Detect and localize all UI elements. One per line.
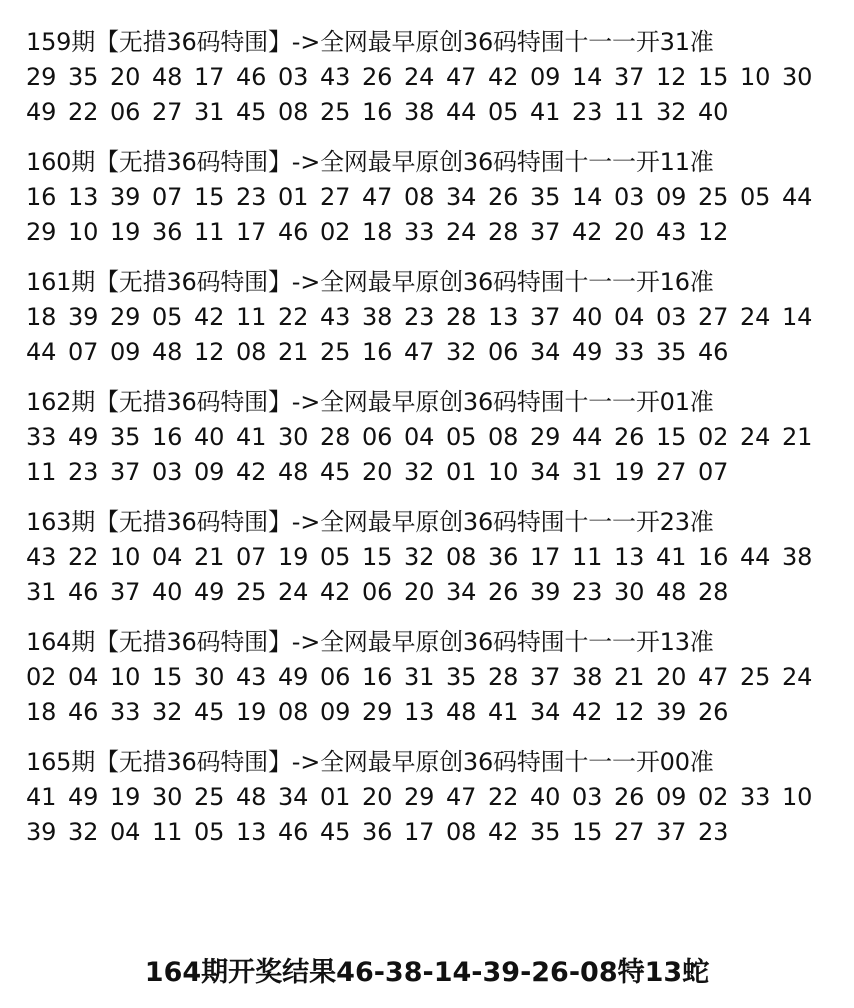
number-cell: 44 xyxy=(740,543,771,571)
number-cell: 46 xyxy=(68,698,99,726)
number-cell: 07 xyxy=(698,458,729,486)
number-cell: 23 xyxy=(698,818,729,846)
number-cell: 38 xyxy=(362,303,393,331)
number-cell: 23 xyxy=(404,303,435,331)
number-cell: 33 xyxy=(110,698,141,726)
number-cell: 13 xyxy=(404,698,435,726)
number-row xyxy=(26,420,826,455)
number-cell: 43 xyxy=(320,303,351,331)
number-cell: 07 xyxy=(236,543,267,571)
number-cell: 20 xyxy=(404,578,435,606)
number-cell: 26 xyxy=(362,63,393,91)
period-header: 159期【无措36码特围】->全网最早原创36码特围十一一开31准 xyxy=(26,28,714,56)
number-cell: 35 xyxy=(656,338,687,366)
number-cell: 36 xyxy=(152,218,183,246)
number-cell: 13 xyxy=(614,543,645,571)
number-cell: 24 xyxy=(446,218,477,246)
number-cell: 37 xyxy=(614,63,645,91)
number-cell: 08 xyxy=(488,423,519,451)
number-cell: 40 xyxy=(530,783,561,811)
period-header: 161期【无措36码特围】->全网最早原创36码特围十一一开16准 xyxy=(26,268,714,296)
period-block xyxy=(26,385,826,490)
number-cell: 08 xyxy=(446,818,477,846)
number-cell: 02 xyxy=(320,218,351,246)
number-cell: 23 xyxy=(236,183,267,211)
number-cell: 27 xyxy=(698,303,729,331)
number-cell: 37 xyxy=(656,818,687,846)
number-cell: 26 xyxy=(614,423,645,451)
number-cell: 48 xyxy=(278,458,309,486)
number-cell: 26 xyxy=(698,698,729,726)
number-cell: 33 xyxy=(404,218,435,246)
number-cell: 37 xyxy=(110,578,141,606)
number-cell: 38 xyxy=(572,663,603,691)
number-cell: 36 xyxy=(362,818,393,846)
number-cell: 31 xyxy=(404,663,435,691)
number-cell: 30 xyxy=(614,578,645,606)
number-cell: 08 xyxy=(446,543,477,571)
number-cell: 41 xyxy=(236,423,267,451)
number-cell: 14 xyxy=(782,303,813,331)
number-cell: 34 xyxy=(530,338,561,366)
number-cell: 02 xyxy=(26,663,57,691)
number-cell: 09 xyxy=(320,698,351,726)
number-cell: 34 xyxy=(278,783,309,811)
number-cell: 19 xyxy=(110,783,141,811)
period-header: 160期【无措36码特围】->全网最早原创36码特围十一一开11准 xyxy=(26,148,714,176)
number-cell: 21 xyxy=(614,663,645,691)
number-cell: 28 xyxy=(488,218,519,246)
number-cell: 17 xyxy=(194,63,225,91)
number-cell: 19 xyxy=(614,458,645,486)
number-cell: 43 xyxy=(656,218,687,246)
number-cell: 16 xyxy=(698,543,729,571)
number-cell: 37 xyxy=(110,458,141,486)
number-cell: 06 xyxy=(362,423,393,451)
number-cell: 48 xyxy=(446,698,477,726)
number-cell: 35 xyxy=(446,663,477,691)
number-cell: 34 xyxy=(446,578,477,606)
number-row xyxy=(26,60,826,95)
number-cell: 33 xyxy=(614,338,645,366)
number-cell: 16 xyxy=(26,183,57,211)
number-cell: 02 xyxy=(698,783,729,811)
number-cell: 48 xyxy=(152,63,183,91)
number-cell: 05 xyxy=(320,543,351,571)
number-cell: 17 xyxy=(530,543,561,571)
number-cell: 10 xyxy=(488,458,519,486)
number-cell: 08 xyxy=(404,183,435,211)
number-cell: 19 xyxy=(278,543,309,571)
number-cell: 05 xyxy=(152,303,183,331)
number-cell: 42 xyxy=(572,698,603,726)
number-cell: 25 xyxy=(320,98,351,126)
number-cell: 08 xyxy=(278,698,309,726)
number-cell: 04 xyxy=(152,543,183,571)
number-cell: 10 xyxy=(110,543,141,571)
number-cell: 49 xyxy=(26,98,57,126)
number-cell: 21 xyxy=(278,338,309,366)
number-cell: 07 xyxy=(152,183,183,211)
number-cell: 06 xyxy=(110,98,141,126)
number-cell: 12 xyxy=(614,698,645,726)
number-cell: 15 xyxy=(362,543,393,571)
number-cell: 32 xyxy=(446,338,477,366)
number-cell: 09 xyxy=(656,183,687,211)
number-cell: 21 xyxy=(194,543,225,571)
number-cell: 43 xyxy=(236,663,267,691)
number-cell: 25 xyxy=(320,338,351,366)
number-cell: 29 xyxy=(26,63,57,91)
number-cell: 05 xyxy=(194,818,225,846)
number-cell: 30 xyxy=(782,63,813,91)
number-cell: 38 xyxy=(404,98,435,126)
number-cell: 04 xyxy=(68,663,99,691)
number-cell: 34 xyxy=(530,698,561,726)
number-cell: 26 xyxy=(488,578,519,606)
number-cell: 40 xyxy=(698,98,729,126)
number-cell: 46 xyxy=(236,63,267,91)
period-list xyxy=(26,25,826,865)
number-cell: 11 xyxy=(614,98,645,126)
period-block xyxy=(26,265,826,370)
number-cell: 29 xyxy=(530,423,561,451)
period-header: 162期【无措36码特围】->全网最早原创36码特围十一一开01准 xyxy=(26,388,714,416)
number-cell: 48 xyxy=(152,338,183,366)
number-row xyxy=(26,695,826,730)
number-cell: 33 xyxy=(740,783,771,811)
number-cell: 19 xyxy=(110,218,141,246)
number-cell: 14 xyxy=(572,183,603,211)
number-cell: 09 xyxy=(110,338,141,366)
number-row xyxy=(26,575,826,610)
number-cell: 11 xyxy=(572,543,603,571)
number-cell: 12 xyxy=(698,218,729,246)
number-cell: 10 xyxy=(68,218,99,246)
number-cell: 06 xyxy=(362,578,393,606)
number-row xyxy=(26,335,826,370)
number-cell: 41 xyxy=(530,98,561,126)
number-cell: 18 xyxy=(26,698,57,726)
number-cell: 29 xyxy=(362,698,393,726)
number-cell: 47 xyxy=(446,63,477,91)
period-header: 164期【无措36码特围】->全网最早原创36码特围十一一开13准 xyxy=(26,628,714,656)
number-cell: 35 xyxy=(530,818,561,846)
number-cell: 16 xyxy=(362,663,393,691)
number-cell: 37 xyxy=(530,663,561,691)
number-cell: 40 xyxy=(572,303,603,331)
number-cell: 02 xyxy=(698,423,729,451)
number-cell: 41 xyxy=(656,543,687,571)
number-cell: 46 xyxy=(698,338,729,366)
number-cell: 39 xyxy=(530,578,561,606)
number-cell: 03 xyxy=(614,183,645,211)
number-cell: 18 xyxy=(362,218,393,246)
period-block xyxy=(26,25,826,130)
number-cell: 24 xyxy=(740,423,771,451)
number-cell: 32 xyxy=(404,543,435,571)
number-cell: 24 xyxy=(278,578,309,606)
number-cell: 31 xyxy=(572,458,603,486)
number-cell: 16 xyxy=(362,98,393,126)
number-cell: 46 xyxy=(68,578,99,606)
number-cell: 35 xyxy=(530,183,561,211)
number-cell: 35 xyxy=(110,423,141,451)
number-cell: 42 xyxy=(572,218,603,246)
number-cell: 14 xyxy=(572,63,603,91)
number-cell: 32 xyxy=(656,98,687,126)
number-cell: 23 xyxy=(572,98,603,126)
number-row xyxy=(26,455,826,490)
number-cell: 22 xyxy=(68,543,99,571)
number-cell: 49 xyxy=(194,578,225,606)
number-cell: 13 xyxy=(68,183,99,211)
number-cell: 10 xyxy=(740,63,771,91)
draw-result: 164期开奖结果46-38-14-39-26-08特13蛇 xyxy=(144,957,710,988)
number-cell: 37 xyxy=(530,218,561,246)
number-cell: 17 xyxy=(236,218,267,246)
number-cell: 11 xyxy=(236,303,267,331)
number-row xyxy=(26,300,826,335)
number-cell: 11 xyxy=(26,458,57,486)
number-cell: 15 xyxy=(194,183,225,211)
number-cell: 05 xyxy=(488,98,519,126)
number-cell: 27 xyxy=(656,458,687,486)
number-cell: 06 xyxy=(488,338,519,366)
number-cell: 20 xyxy=(656,663,687,691)
number-row xyxy=(26,660,826,695)
number-cell: 28 xyxy=(698,578,729,606)
number-cell: 32 xyxy=(152,698,183,726)
period-header: 165期【无措36码特围】->全网最早原创36码特围十一一开00准 xyxy=(26,748,714,776)
number-row xyxy=(26,95,826,130)
number-cell: 42 xyxy=(488,818,519,846)
number-cell: 03 xyxy=(656,303,687,331)
number-cell: 39 xyxy=(656,698,687,726)
number-cell: 44 xyxy=(782,183,813,211)
number-cell: 49 xyxy=(278,663,309,691)
number-cell: 10 xyxy=(110,663,141,691)
number-cell: 15 xyxy=(656,423,687,451)
number-cell: 03 xyxy=(152,458,183,486)
number-cell: 03 xyxy=(278,63,309,91)
number-cell: 08 xyxy=(278,98,309,126)
number-cell: 39 xyxy=(110,183,141,211)
period-block xyxy=(26,505,826,610)
number-cell: 29 xyxy=(26,218,57,246)
number-cell: 37 xyxy=(530,303,561,331)
number-cell: 26 xyxy=(488,183,519,211)
number-cell: 28 xyxy=(320,423,351,451)
number-cell: 04 xyxy=(614,303,645,331)
number-cell: 28 xyxy=(446,303,477,331)
number-cell: 42 xyxy=(236,458,267,486)
number-cell: 20 xyxy=(362,458,393,486)
number-cell: 28 xyxy=(488,663,519,691)
number-cell: 47 xyxy=(362,183,393,211)
number-row xyxy=(26,815,826,850)
number-cell: 12 xyxy=(656,63,687,91)
number-cell: 15 xyxy=(698,63,729,91)
number-cell: 48 xyxy=(236,783,267,811)
number-cell: 15 xyxy=(572,818,603,846)
number-cell: 47 xyxy=(446,783,477,811)
number-cell: 01 xyxy=(320,783,351,811)
number-cell: 08 xyxy=(236,338,267,366)
number-cell: 24 xyxy=(740,303,771,331)
number-cell: 16 xyxy=(362,338,393,366)
number-cell: 27 xyxy=(152,98,183,126)
number-cell: 24 xyxy=(404,63,435,91)
number-cell: 13 xyxy=(488,303,519,331)
number-cell: 49 xyxy=(68,783,99,811)
number-cell: 42 xyxy=(320,578,351,606)
number-cell: 26 xyxy=(614,783,645,811)
number-cell: 22 xyxy=(68,98,99,126)
number-cell: 20 xyxy=(362,783,393,811)
number-cell: 30 xyxy=(278,423,309,451)
number-cell: 29 xyxy=(110,303,141,331)
number-cell: 07 xyxy=(68,338,99,366)
number-cell: 42 xyxy=(194,303,225,331)
number-cell: 32 xyxy=(68,818,99,846)
number-cell: 45 xyxy=(320,818,351,846)
number-cell: 20 xyxy=(614,218,645,246)
number-cell: 05 xyxy=(446,423,477,451)
number-cell: 30 xyxy=(152,783,183,811)
number-cell: 44 xyxy=(26,338,57,366)
number-cell: 25 xyxy=(236,578,267,606)
number-cell: 05 xyxy=(740,183,771,211)
number-row xyxy=(26,180,826,215)
number-cell: 17 xyxy=(404,818,435,846)
number-cell: 09 xyxy=(530,63,561,91)
number-cell: 09 xyxy=(656,783,687,811)
number-cell: 15 xyxy=(152,663,183,691)
number-cell: 16 xyxy=(152,423,183,451)
number-cell: 40 xyxy=(194,423,225,451)
number-cell: 25 xyxy=(698,183,729,211)
number-cell: 38 xyxy=(782,543,813,571)
number-cell: 39 xyxy=(68,303,99,331)
number-cell: 04 xyxy=(404,423,435,451)
number-cell: 10 xyxy=(782,783,813,811)
number-cell: 11 xyxy=(194,218,225,246)
period-header: 163期【无措36码特围】->全网最早原创36码特围十一一开23准 xyxy=(26,508,714,536)
number-cell: 01 xyxy=(278,183,309,211)
number-cell: 31 xyxy=(26,578,57,606)
number-cell: 23 xyxy=(572,578,603,606)
period-block xyxy=(26,625,826,730)
number-cell: 24 xyxy=(782,663,813,691)
number-cell: 09 xyxy=(194,458,225,486)
number-cell: 11 xyxy=(152,818,183,846)
number-cell: 03 xyxy=(572,783,603,811)
number-cell: 41 xyxy=(26,783,57,811)
number-cell: 21 xyxy=(782,423,813,451)
number-cell: 46 xyxy=(278,218,309,246)
number-cell: 43 xyxy=(26,543,57,571)
number-cell: 32 xyxy=(404,458,435,486)
number-row xyxy=(26,540,826,575)
number-cell: 25 xyxy=(740,663,771,691)
number-cell: 06 xyxy=(320,663,351,691)
number-cell: 19 xyxy=(236,698,267,726)
number-cell: 30 xyxy=(194,663,225,691)
number-cell: 12 xyxy=(194,338,225,366)
number-cell: 36 xyxy=(488,543,519,571)
number-cell: 34 xyxy=(446,183,477,211)
number-cell: 41 xyxy=(488,698,519,726)
period-block xyxy=(26,145,826,250)
number-cell: 46 xyxy=(278,818,309,846)
number-cell: 25 xyxy=(194,783,225,811)
number-cell: 48 xyxy=(656,578,687,606)
number-cell: 45 xyxy=(320,458,351,486)
number-cell: 22 xyxy=(488,783,519,811)
number-cell: 44 xyxy=(446,98,477,126)
number-cell: 42 xyxy=(488,63,519,91)
number-cell: 47 xyxy=(404,338,435,366)
number-row xyxy=(26,215,826,250)
number-cell: 13 xyxy=(236,818,267,846)
number-cell: 04 xyxy=(110,818,141,846)
number-cell: 31 xyxy=(194,98,225,126)
number-cell: 01 xyxy=(446,458,477,486)
number-cell: 45 xyxy=(194,698,225,726)
number-cell: 44 xyxy=(572,423,603,451)
number-cell: 49 xyxy=(572,338,603,366)
number-cell: 23 xyxy=(68,458,99,486)
number-cell: 35 xyxy=(68,63,99,91)
number-cell: 27 xyxy=(614,818,645,846)
number-cell: 39 xyxy=(26,818,57,846)
number-cell: 45 xyxy=(236,98,267,126)
number-cell: 29 xyxy=(404,783,435,811)
number-cell: 22 xyxy=(278,303,309,331)
number-cell: 34 xyxy=(530,458,561,486)
number-cell: 47 xyxy=(698,663,729,691)
number-row xyxy=(26,780,826,815)
number-cell: 43 xyxy=(320,63,351,91)
number-cell: 33 xyxy=(26,423,57,451)
number-cell: 20 xyxy=(110,63,141,91)
number-cell: 18 xyxy=(26,303,57,331)
number-cell: 40 xyxy=(152,578,183,606)
period-block xyxy=(26,745,826,850)
number-cell: 27 xyxy=(320,183,351,211)
number-cell: 49 xyxy=(68,423,99,451)
